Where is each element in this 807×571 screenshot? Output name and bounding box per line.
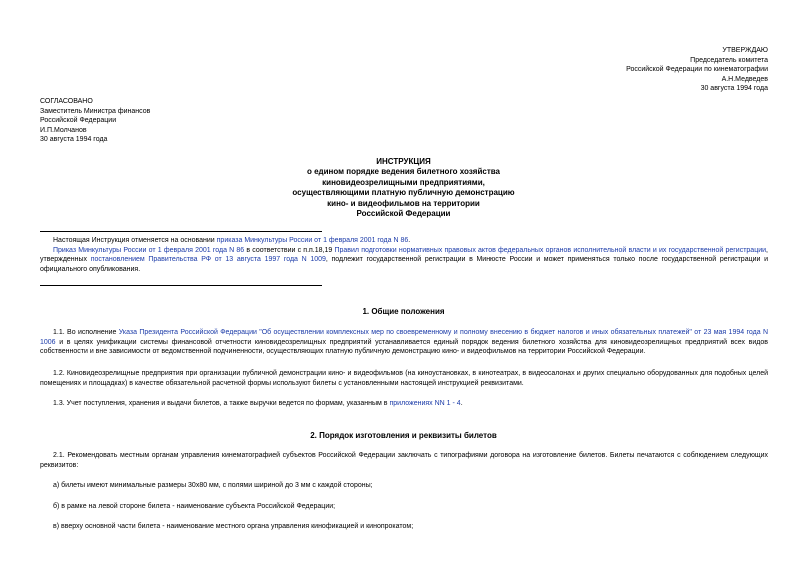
title-line: о едином порядке ведения билетного хозяйства	[306, 167, 501, 177]
title-line: кино- и видеофильмов на территории	[327, 198, 480, 208]
order-link[interactable]: Приказ Минкультуры России от 1 февраля 2001 года N 86	[53, 246, 245, 254]
title-line: киновидеозрелищными предприятиями,	[322, 177, 485, 187]
approval-name: А.Н.Медведев	[721, 75, 768, 83]
item-c: в) вверху основной части билета - наименование местного органа управления кинофикацией и кинопрокатом;	[53, 523, 414, 530]
title-line: Российской Федерации	[356, 209, 451, 219]
document-title	[0, 157, 807, 219]
decree-link[interactable]: Указа Президента Российской Федерации "Об осуществлении комплексных мер по своевременному и полному внесению в бюджет налогов и иных обязательных платежей" от 23 мая 1994 года N 1006	[40, 329, 768, 346]
notes-bottom-divider	[40, 285, 322, 286]
paragraph-1-1: 1.1. Во исполнение Указа Президента Российской Федерации "Об осуществлении комплексных мер по своевременному и полному внесению в бюджет налогов и иных обязательных платежей" от 23 мая 1994 года N 1006 и в целях унификации системы финансовой отчетности киновидеозрелищных предприятий устанавливается единый порядок ведения билетного хозяйства для киновидеозрелищных предприятий всех видов собственности и вне зависимости от ведомственной подчиненности, осуществляющих платную публичную демонстрацию кино- и видеофильмов на территории Российской Федерации.	[40, 329, 768, 356]
item-a: а) билеты имеют минимальные размеры 30x80 мм, с полями шириной до 3 мм с каждой стороны;	[53, 482, 373, 489]
section-2-heading: 2. Порядок изготовления и реквизиты билетов	[310, 431, 497, 440]
appendix-link[interactable]: приложениях NN 1 - 4	[389, 400, 461, 407]
note-cancellation: Настоящая Инструкция отменяется на основании приказа Минкультуры России от 1 февраля 2001 года N 86.	[53, 237, 411, 244]
editorial-notes	[40, 236, 768, 274]
agreement-heading: СОГЛАСОВАНО	[40, 98, 93, 105]
approval-heading: УТВЕРЖДАЮ	[722, 47, 768, 54]
item-b: б) в рамке на левой стороне билета - наименование субъекта Российской Федерации;	[53, 503, 336, 510]
agreement-position: Заместитель Министра финансов	[40, 107, 151, 115]
approval-block	[626, 46, 768, 94]
section-1-heading: 1. Общие положения	[362, 307, 445, 316]
note-registration: Приказ Минкультуры России от 1 февраля 2001 года N 86 в соответствии с п.п.18,19 Правил подготовки нормативных правовых актов федеральных органов исполнительной власти и их государственной регистрации, утвержденных постановлением Правительства РФ от 13 августа 1997 года N 1009, подлежит государственной регистрации в Минюсте России и может применяться только после государственной регистрации и официального опубликования.	[40, 246, 768, 273]
rules-link[interactable]: Правил подготовки нормативных правовых актов федеральных органов исполнительной власти и их государственной регистрации	[334, 246, 767, 254]
approval-date: 30 августа 1994 года	[700, 85, 768, 93]
agreement-name: И.П.Молчанов	[40, 126, 87, 134]
agreement-date: 30 августа 1994 года	[40, 136, 108, 144]
notes-top-divider	[40, 231, 322, 232]
title-line: осуществляющими платную публичную демонстрацию	[292, 188, 515, 198]
resolution-link[interactable]: постановлением Правительства РФ от 13 августа 1997 года N 1009	[90, 256, 326, 264]
order-link[interactable]: приказа Минкультуры России от 1 февраля 2001 года N 86	[216, 237, 409, 244]
title-line: ИНСТРУКЦИЯ	[376, 157, 431, 166]
agreement-block	[40, 97, 150, 145]
paragraph-2-1: 2.1. Рекомендовать местным органам управления кинематографией субъектов Российской Федерации заключать с типографиями договора на изготовление билетов. Билеты печатаются с соблюдением следующих реквизитов:	[40, 452, 768, 469]
paragraph-1-3: 1.3. Учет поступления, хранения и выдачи билетов, а также выручки ведется по формам, указанным в приложениях NN 1 - 4.	[53, 400, 463, 407]
approval-org: Российской Федерации по кинематографии	[626, 66, 768, 74]
approval-position: Председатель комитета	[690, 56, 768, 64]
agreement-org: Российской Федерации	[40, 117, 117, 125]
paragraph-1-2: 1.2. Киновидеозрелищные предприятия при организации публичной демонстрации кино- и видеофильмов (на киноустановках, в кинотеатрах, в видеосалонах и других специально оборудованных для подобных целей помещениях и площадках) в качестве обязательной расчетной формы используют билеты с установленными настоящей инструкцией реквизитами.	[40, 370, 768, 387]
